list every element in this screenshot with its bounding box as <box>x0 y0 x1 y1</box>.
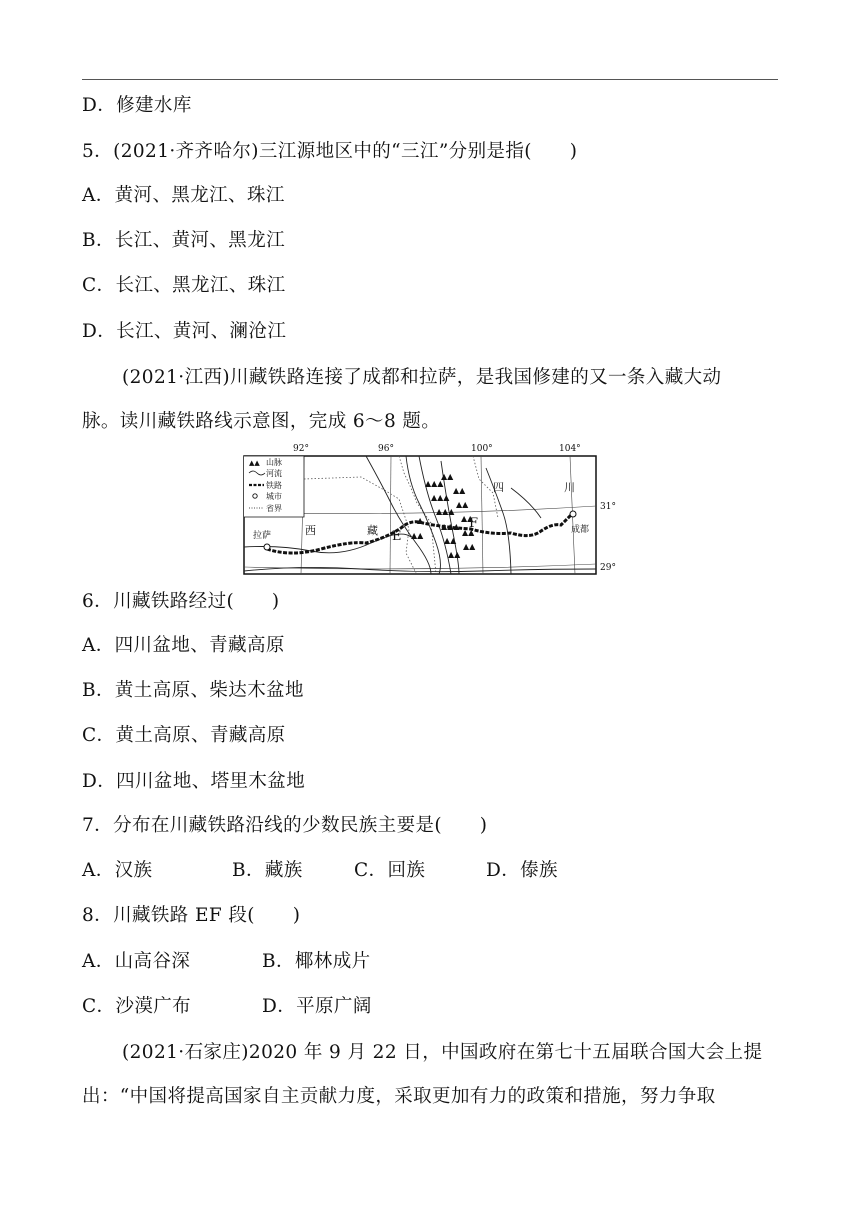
q8-option-a: A．山高谷深 <box>82 951 191 972</box>
q6-option-a: A．四川盆地、青藏高原 <box>82 635 285 656</box>
region-label-xizang: 藏 <box>367 524 378 537</box>
q7-option-b: B．藏族 <box>232 860 303 881</box>
intro-paragraph-2-line-2: 出：“中国将提高国家自主贡献力度，采取更加有力的政策和措施，努力争取 <box>82 1086 716 1107</box>
q8-option-b: B．椰林成片 <box>262 951 371 972</box>
legend-boundary: 省界 <box>266 504 282 513</box>
svg-text:▲▲: ▲▲ <box>411 531 424 540</box>
svg-text:▲▲: ▲▲ <box>441 472 454 481</box>
lon-label: 96° <box>378 444 394 454</box>
point-label-e: E <box>392 529 402 544</box>
q5-option-c: C．长江、黑龙江、珠江 <box>82 275 286 296</box>
railway-map <box>241 443 616 575</box>
q6-option-c: C．黄土高原、青藏高原 <box>82 725 286 746</box>
svg-text:▲▲▲: ▲▲▲ <box>431 493 450 502</box>
header-rule <box>82 79 778 80</box>
city-label-chengdu: 成都 <box>571 525 590 535</box>
question-6: 6．川藏铁路经过( ) <box>82 591 280 612</box>
svg-text:▲▲: ▲▲ <box>453 486 466 495</box>
legend-railway: 铁路 <box>266 481 282 490</box>
q4-option-d: D．修建水库 <box>82 95 192 116</box>
q8-option-d: D．平原广阔 <box>262 996 372 1017</box>
q5-option-a: A．黄河、黑龙江、珠江 <box>82 185 285 206</box>
intro-paragraph-line-2: 脉。读川藏铁路线示意图，完成 6～8 题。 <box>82 411 441 432</box>
q5-option-b: B．长江、黄河、黑龙江 <box>82 230 285 251</box>
city-marker-lhasa <box>264 544 270 550</box>
svg-text:▲▲: ▲▲ <box>456 500 469 509</box>
lon-label: 92° <box>293 444 309 454</box>
q7-option-c: C．回族 <box>354 860 426 881</box>
lon-label: 104° <box>559 444 581 454</box>
svg-text:▲▲: ▲▲ <box>462 528 475 537</box>
legend-river: 河流 <box>266 469 282 478</box>
q6-option-b: B．黄土高原、柴达木盆地 <box>82 680 304 701</box>
intro-paragraph-2-line-1: (2021·石家庄)2020 年 9 月 22 日，中国政府在第七十五届联合国大会上提 <box>122 1042 763 1063</box>
region-label-sichuan: 川 <box>564 481 575 494</box>
q7-option-a: A．汉族 <box>82 860 153 881</box>
city-marker-chengdu <box>570 511 576 517</box>
intro-paragraph-line-1: (2021·江西)川藏铁路连接了成都和拉萨，是我国修建的又一条入藏大动 <box>122 367 722 388</box>
svg-text:▲▲▲: ▲▲▲ <box>436 507 455 516</box>
point-label-f: F <box>469 516 479 531</box>
svg-text:▲▲▲: ▲▲▲ <box>425 479 444 488</box>
question-7: 7．分布在川藏铁路沿线的少数民族主要是( ) <box>82 815 488 836</box>
region-label-xizang: 西 <box>305 524 316 537</box>
svg-text:▲▲: ▲▲ <box>444 536 457 545</box>
q8-option-c: C．沙漠广布 <box>82 996 192 1017</box>
svg-text:▲▲: ▲▲ <box>448 550 461 559</box>
region-label-sichuan: 四 <box>493 481 504 494</box>
map-legend <box>244 456 304 517</box>
svg-text:▲▲: ▲▲ <box>249 459 260 467</box>
railway-map-svg <box>241 443 616 575</box>
svg-text:▲▲: ▲▲ <box>463 542 476 551</box>
q5-option-d: D．长江、黄河、澜沧江 <box>82 321 287 342</box>
legend-city: 城市 <box>266 492 282 501</box>
lon-label: 100° <box>471 444 493 454</box>
question-8: 8．川藏铁路 EF 段( ) <box>82 905 301 926</box>
q6-option-d: D．四川盆地、塔里木盆地 <box>82 771 306 792</box>
q7-option-d: D．傣族 <box>486 860 558 881</box>
svg-text:▲▲: ▲▲ <box>461 514 474 523</box>
city-label-lhasa: 拉萨 <box>253 531 272 541</box>
legend-mountain: 山脉 <box>266 458 282 467</box>
question-5: 5．(2021·齐齐哈尔)三江源地区中的“三江”分别是指( ) <box>82 141 578 162</box>
svg-text:▲▲▲: ▲▲▲ <box>441 522 460 531</box>
lat-label: 29° <box>600 563 616 573</box>
lat-label: 31° <box>600 502 616 512</box>
svg-text:▲: ▲ <box>417 516 424 525</box>
